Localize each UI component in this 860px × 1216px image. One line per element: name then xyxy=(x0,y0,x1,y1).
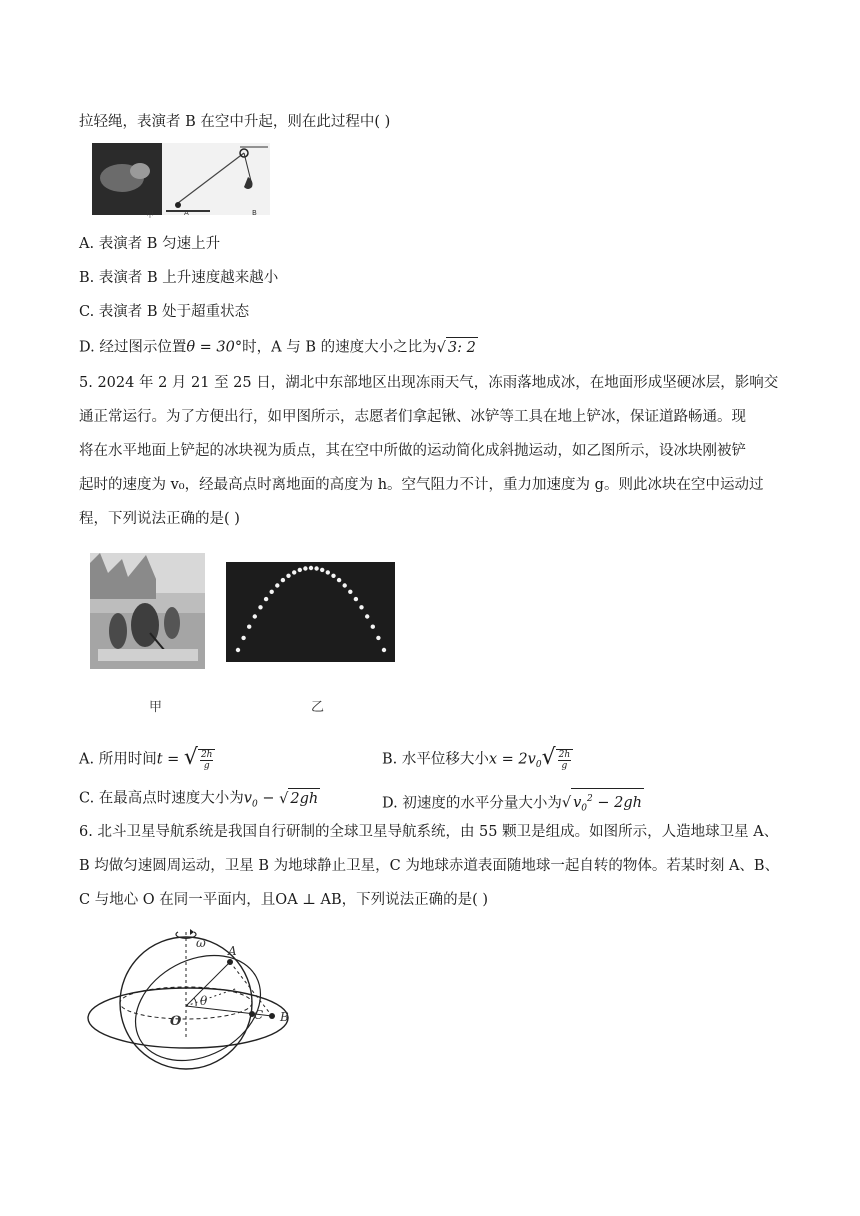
trajectory-dot xyxy=(303,566,307,570)
trajectory-dot xyxy=(348,590,352,594)
q5-caption-jia: 甲 xyxy=(149,700,163,715)
q5-line-5: 程，下列说法正确的是( ) xyxy=(79,511,240,527)
trajectory-dot xyxy=(326,570,330,574)
trajectory-dot xyxy=(253,614,257,618)
q4-option-d-mid: 时，A 与 B 的速度大小之比为 xyxy=(242,339,437,356)
trajectory-dot xyxy=(286,574,290,578)
trajectory-dot xyxy=(365,614,369,618)
q6-line-1: 6. 北斗卫星导航系统是我国自行研制的全球卫星导航系统，由 55 颗卫是组成。如图所示，人造地球卫星 A、 xyxy=(79,824,779,840)
q5-a-num: 2h xyxy=(200,749,213,760)
q5-a-den: g xyxy=(203,760,210,771)
q5-option-c-minus: − xyxy=(257,790,280,807)
q5-photo-jia xyxy=(90,553,205,669)
trajectory-dot xyxy=(275,583,279,587)
q4-label-b: B xyxy=(252,209,257,217)
q5-option-a-prefix: A. 所用时间 xyxy=(79,751,157,768)
q4-option-b: B. 表演者 B 上升速度越来越小 xyxy=(79,270,279,286)
q4-option-c: C. 表演者 B 处于超重状态 xyxy=(79,304,250,320)
q5-option-c-2gh: 2gh xyxy=(288,788,320,809)
trajectory-dot xyxy=(236,648,240,652)
q5-trajectory-yi xyxy=(226,562,395,662)
trajectory-dot xyxy=(354,597,358,601)
trajectory-dot xyxy=(281,578,285,582)
q4-option-d-theta: θ = 30° xyxy=(186,339,243,356)
q6-line-2: B 均做匀速圆周运动，卫星 B 为地球静止卫星，C 为地球赤道表面随地球一起自转的物体。若某时刻 A、B、 xyxy=(79,858,780,874)
q5-option-d: D. 初速度的水平分量大小为√ $v_0^2 - 2gh$ xyxy=(382,788,644,819)
trajectory-dot xyxy=(371,625,375,629)
q5-option-a-t: t = xyxy=(156,751,180,768)
q5-option-d-rest: − 2gh xyxy=(592,794,642,811)
q5-option-d-sup: 2 xyxy=(587,794,593,804)
q5-option-d-prefix: D. 初速度的水平分量大小为 xyxy=(382,795,562,812)
q5-b-num: 2h xyxy=(558,749,571,760)
trajectory-dot xyxy=(247,625,251,629)
trajectory-dot xyxy=(320,568,324,572)
q5-option-b-sub: 0 xyxy=(535,760,542,771)
q4-stem: 拉轻绳，表演者 B 在空中升起，则在此过程中( ) xyxy=(79,114,391,130)
q6-label-a: A xyxy=(228,944,237,958)
trajectory-dot xyxy=(309,566,313,570)
q6-orbit-figure xyxy=(86,918,304,1070)
q5-option-c-prefix: C. 在最高点时速度大小为 xyxy=(79,790,244,807)
q5-caption-yi: 乙 xyxy=(311,700,325,715)
trajectory-dot xyxy=(258,605,262,609)
trajectory-dot xyxy=(343,583,347,587)
q4-option-d-ratio: 3: 2 xyxy=(446,337,478,358)
q5-line-2: 通正常运行。为了方便出行，如甲图所示，志愿者们拿起锹、冰铲等工具在地上铲冰，保证道路畅通。现 xyxy=(79,409,746,425)
q5-option-b: B. 水平位移大小$x = 2v_0√$ $\frac{2h}{g}$ xyxy=(382,748,573,775)
q5-line-4: 起时的速度为 v₀，经最高点时离地面的高度为 h。空气阻力不计，重力加速度为 g。则此冰块在空中运动过 xyxy=(79,477,764,493)
trajectory-dot xyxy=(241,636,245,640)
q6-label-b: B xyxy=(280,1010,289,1024)
q5-line-1: 5. 2024 年 2 月 21 至 25 日，湖北中东部地区出现冻雨天气，冻雨落地成冰，在地面形成坚硬冰层，影响交 xyxy=(79,375,779,391)
trajectory-dot xyxy=(298,568,302,572)
q5-option-d-v: v xyxy=(573,794,582,811)
q5-option-c-v: v xyxy=(243,790,252,807)
trajectory-dot xyxy=(376,636,380,640)
q4-label-a: A xyxy=(184,209,189,217)
trajectory-dot xyxy=(270,590,274,594)
q4-figure xyxy=(92,143,270,223)
trajectory-dot xyxy=(359,605,363,609)
q4-option-a: A. 表演者 B 匀速上升 xyxy=(79,236,221,252)
q4-option-d: D. 经过图示位置θ = 30°时，A 与 B 的速度大小之比为√ 3: 2 xyxy=(79,337,478,358)
q5-option-d-sub: 0 xyxy=(581,803,588,814)
q4-caption-jia: 甲 xyxy=(146,210,154,219)
q5-option-b-x: x = 2v xyxy=(488,751,536,768)
trajectory-dot xyxy=(331,574,335,578)
q6-line-3: C 与地心 O 在同一平面内，且OA ⊥ AB，下列说法正确的是( ) xyxy=(79,892,489,908)
q5-option-c-sub: 0 xyxy=(252,799,258,810)
trajectory-dot xyxy=(264,597,268,601)
q6-label-o: O xyxy=(170,1014,182,1029)
q5-option-b-prefix: B. 水平位移大小 xyxy=(382,751,489,768)
q5-option-a: A. 所用时间t = √ $\frac{2h}{g}$ xyxy=(79,748,215,771)
q5-line-3: 将在水平地面上铲起的冰块视为质点，其在空中所做的运动简化成斜抛运动，如乙图所示，设冰块刚被铲 xyxy=(79,443,746,459)
q5-b-den: g xyxy=(561,760,568,771)
q4-option-d-prefix: D. 经过图示位置 xyxy=(79,339,187,356)
trajectory-dot xyxy=(292,570,296,574)
q6-label-theta: θ xyxy=(200,994,208,1008)
q6-label-omega: ω xyxy=(196,936,206,950)
trajectory-dot xyxy=(382,648,386,652)
trajectory-dot xyxy=(337,578,341,582)
q6-label-c: C xyxy=(254,1008,264,1022)
q5-option-c: C. 在最高点时速度大小为$v_0$ − √ 2gh xyxy=(79,788,320,814)
trajectory-dot xyxy=(314,566,318,570)
